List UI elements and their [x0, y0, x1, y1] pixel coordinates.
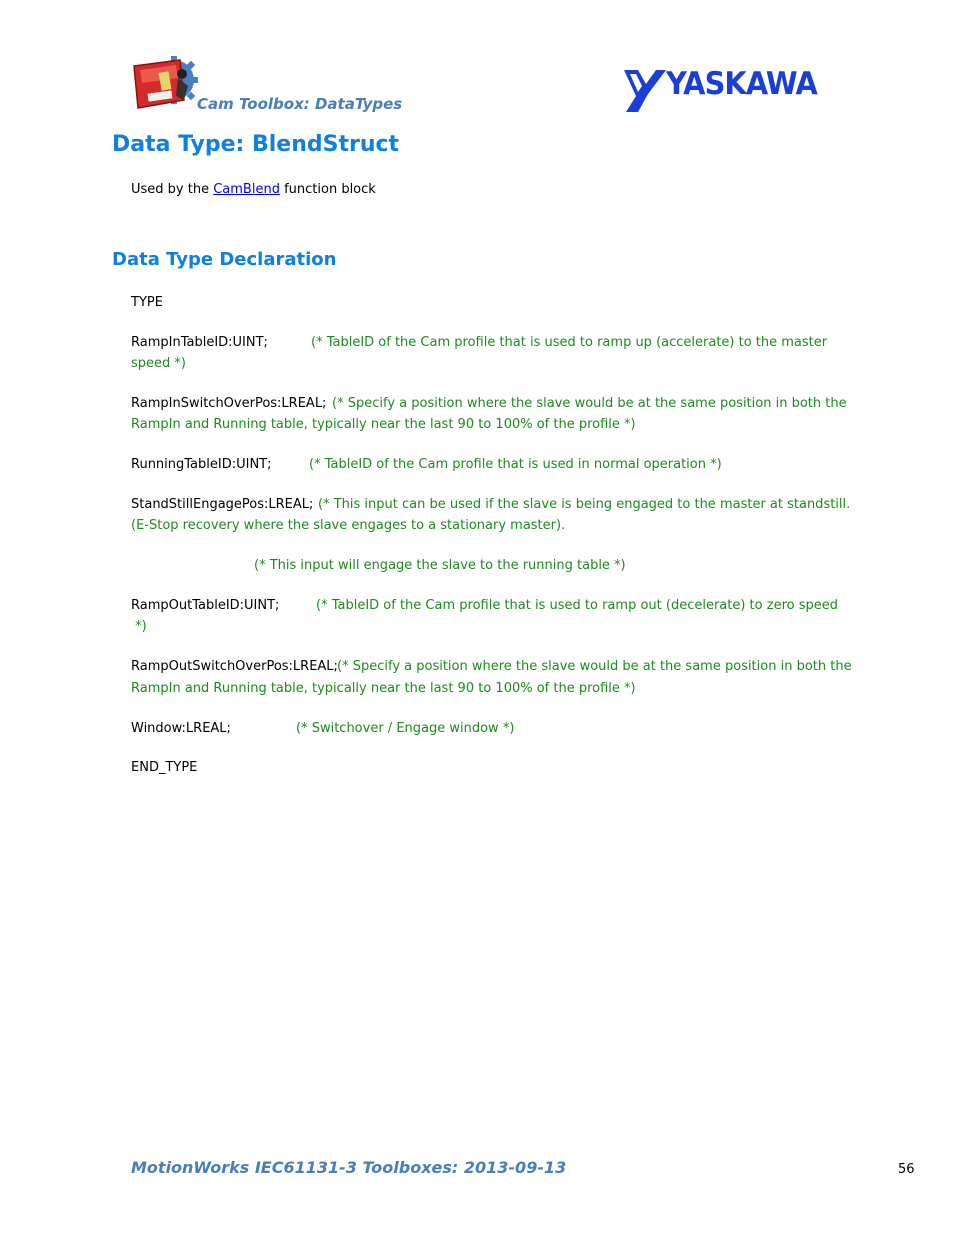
field-comment: (* Switchover / Engage window *) [296, 721, 515, 736]
field-comment: (* Specify a position where the slave would be at the same position in both the [337, 659, 852, 674]
field-code: RampInTableID:UINT; [131, 335, 268, 350]
section-title: Data Type Declaration [112, 249, 337, 270]
page-title: Data Type: BlendStruct [112, 132, 400, 157]
field-comment: RampIn and Running table, typically near the last 90 to 100% of the profile *) [131, 681, 636, 696]
intro-before: Used by the [131, 182, 214, 197]
field-comment: (* Specify a position where the slave would be at the same position in both the [332, 396, 847, 411]
camblend-link[interactable]: CamBlend [213, 182, 280, 197]
field-comment: (* TableID of the Cam profile that is used in normal operation *) [309, 457, 722, 472]
field-comment: RampIn and Running table, typically near the last 90 to 100% of the profile *) [131, 417, 636, 432]
brand-name: YASKAWA [666, 66, 817, 102]
field-comment: speed *) [131, 356, 186, 371]
field-code: Window:LREAL; [131, 721, 231, 736]
page-number: 56 [898, 1162, 915, 1177]
intro-text [131, 179, 376, 200]
yaskawa-logo-icon [622, 66, 844, 112]
field-comment: (* This input will engage the slave to the running table *) [254, 558, 626, 573]
field-comment: *) [131, 619, 147, 634]
field-comment: (* TableID of the Cam profile that is used to ramp out (decelerate) to zero speed [316, 598, 838, 613]
footer-title: MotionWorks IEC61131-3 Toolboxes: 2013-09-13 [131, 1158, 567, 1177]
field-code: RampInSwitchOverPos:LREAL; [131, 396, 327, 411]
field-comment: (* This input can be used if the slave is being engaged to the master at standstill. [318, 497, 851, 512]
toolbox-badge-icon [130, 56, 200, 112]
intro-after: function block [279, 182, 376, 197]
field-code: RampOutTableID:UINT; [131, 598, 280, 613]
field-comment: (* TableID of the Cam profile that is used to ramp up (accelerate) to the master [311, 335, 828, 350]
field-code: RunningTableID:UINT; [131, 457, 272, 472]
field-comment: (E-Stop recovery where the slave engages to a stationary master). [131, 518, 566, 533]
type-close: END_TYPE [131, 760, 198, 775]
field-code: RampOutSwitchOverPos:LREAL; [131, 659, 338, 674]
header-title: Cam Toolbox: DataTypes [197, 95, 403, 113]
field-code: StandStillEngagePos:LREAL; [131, 497, 314, 512]
type-open: TYPE [131, 295, 163, 310]
